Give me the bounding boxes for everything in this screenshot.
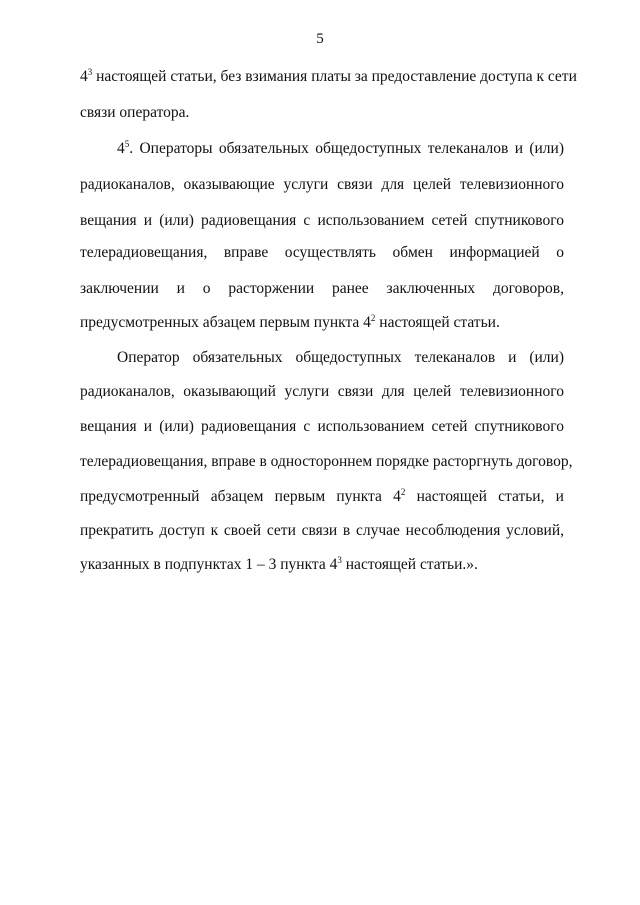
text-line: указанных в подпунктах 1 – 3 пункта $4^3$ настоящей статьи.».: [80, 555, 478, 573]
text-line: радиоканалов, оказывающие услуги связи для целей телевизионного: [80, 176, 564, 193]
page-number: 5: [316, 31, 324, 47]
text-line: $4^5$. Операторы обязательных общедоступных телеканалов и (или): [117, 139, 564, 157]
text-line: вещания и (или) радиовещания с использованием сетей спутникового: [80, 418, 564, 435]
text-line: радиоканалов, оказывающий услуги связи для целей телевизионного: [80, 383, 564, 400]
text-line: предусмотренный абзацем первым пункта $4^2$ настоящей статьи, и: [80, 487, 564, 505]
text-line: предусмотренных абзацем первым пункта $4^2$ настоящей статьи.: [80, 313, 500, 331]
text-line: Оператор обязательных общедоступных телеканалов и (или): [117, 349, 564, 366]
text-line: телерадиовещания, вправе в одностороннем порядке расторгнуть договор,: [80, 453, 573, 470]
text-line: $4^3$ настоящей статьи, без взимания платы за предоставление доступа к сети: [80, 67, 577, 85]
text-line: заключении и о расторжении ранее заключенных договоров,: [80, 280, 564, 297]
text-line: прекратить доступ к своей сети связи в случае несоблюдения условий,: [80, 522, 564, 539]
text-line: связи оператора.: [80, 104, 190, 121]
text-line: телерадиовещания, вправе осуществлять обмен информацией о: [80, 244, 564, 261]
text-line: вещания и (или) радиовещания с использованием сетей спутникового: [80, 212, 564, 229]
